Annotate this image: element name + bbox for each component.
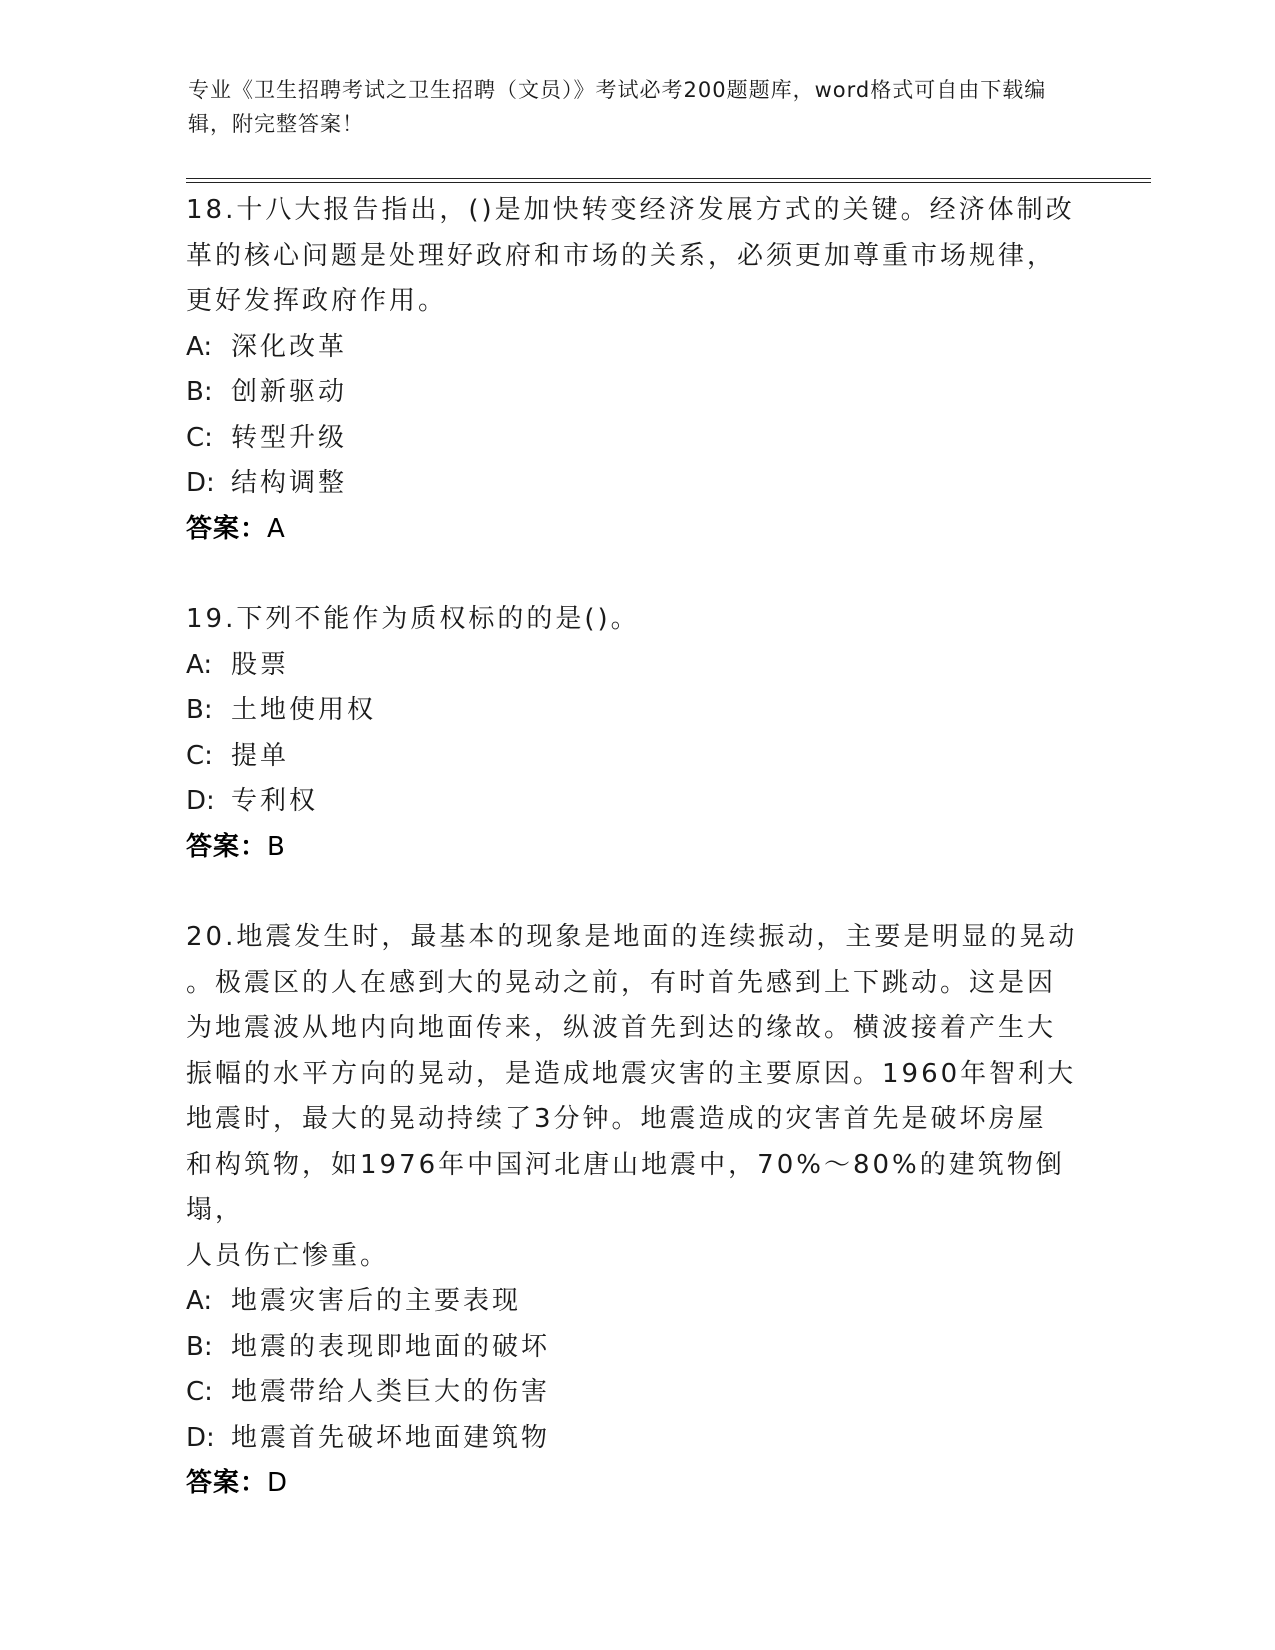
question-stem-line: 振幅的水平方向的晃动，是造成地震灾害的主要原因。1960年智利大 [186, 1058, 1077, 1089]
question-stem-line: 19.下列不能作为质权标的的是()。 [186, 604, 640, 634]
option-b [186, 1325, 1086, 1371]
answer-line [186, 1461, 1086, 1507]
option-letter: C: [186, 422, 213, 453]
document-header: 专业《卫生招聘考试之卫生招聘（文员）》考试必考200题题库，word格式可自由下载编辑，附完整答案！ [188, 78, 1047, 136]
option-text: 地震带给人类巨大的伤害 [231, 1377, 551, 1407]
option-text: 土地使用权 [231, 695, 377, 725]
option-a [186, 325, 1086, 371]
option-b [186, 370, 1086, 416]
option-letter: D: [186, 468, 215, 498]
answer-value: D [267, 1468, 289, 1498]
answer-label: 答案： [186, 513, 268, 544]
question-stem-line: 和构筑物，如1976年中国河北唐山地震中，70%～80%的建筑物倒塌， [186, 1149, 1065, 1225]
option-text: 转型升级 [231, 422, 348, 453]
option-text: 结构调整 [231, 468, 348, 498]
option-text: 地震灾害后的主要表现 [231, 1286, 522, 1316]
option-d [186, 779, 1086, 825]
option-text: 地震首先破坏地面建筑物 [231, 1422, 551, 1453]
option-d [186, 1416, 1086, 1462]
question-stem-line: 18.十八大报告指出，()是加快转变经济发展方式的关键。经济体制改 [186, 195, 1075, 225]
answer-label: 答案： [186, 831, 268, 862]
option-text: 创新驱动 [231, 377, 348, 407]
option-letter: B: [186, 377, 213, 407]
option-text: 股票 [231, 649, 290, 680]
option-text: 提单 [231, 740, 290, 771]
option-a [186, 1279, 1086, 1325]
option-letter: B: [186, 1331, 213, 1362]
option-letter: A: [186, 1286, 213, 1316]
spacer [186, 552, 1086, 597]
option-letter: D: [186, 1422, 215, 1453]
question-stem-line: 。极震区的人在感到大的晃动之前，有时首先感到上下跳动。这是因 [186, 967, 1057, 998]
option-c [186, 1370, 1086, 1416]
option-text: 深化改革 [231, 331, 348, 362]
answer-line [186, 507, 1086, 553]
question-stem-line: 地震时，最大的晃动持续了3分钟。地震造成的灾害首先是破坏房屋 [186, 1104, 1047, 1134]
option-text: 专利权 [231, 786, 319, 816]
question-stem-line: 为地震波从地内向地面传来，纵波首先到达的缘故。横波接着产生大 [186, 1013, 1057, 1043]
answer-value: B [267, 831, 286, 862]
question-stem-line: 革的核心问题是处理好政府和市场的关系，必须更加尊重市场规律， [186, 240, 1057, 271]
option-letter: A: [186, 649, 213, 680]
option-c [186, 416, 1086, 462]
question-18 [186, 188, 1086, 552]
option-c [186, 734, 1086, 780]
option-d [186, 461, 1086, 507]
answer-line [186, 825, 1086, 871]
header-divider-bottom [186, 182, 1151, 183]
option-text: 地震的表现即地面的破坏 [231, 1331, 551, 1362]
question-20 [186, 915, 1086, 1507]
option-b [186, 688, 1086, 734]
option-letter: A: [186, 331, 213, 362]
question-stem-line: 20.地震发生时，最基本的现象是地面的连续振动，主要是明显的晃动 [186, 922, 1078, 952]
option-letter: B: [186, 695, 213, 725]
option-a [186, 643, 1086, 689]
question-stem-line: 更好发挥政府作用。 [186, 286, 448, 316]
answer-value: A [267, 513, 286, 544]
question-stem-line: 人员伤亡惨重。 [186, 1240, 390, 1271]
question-list [186, 188, 1086, 1507]
question-19 [186, 597, 1086, 870]
option-letter: C: [186, 740, 213, 771]
option-letter: C: [186, 1377, 213, 1407]
answer-label: 答案： [186, 1468, 268, 1498]
spacer [186, 870, 1086, 915]
header-divider-top [186, 178, 1151, 179]
option-letter: D: [186, 786, 215, 816]
